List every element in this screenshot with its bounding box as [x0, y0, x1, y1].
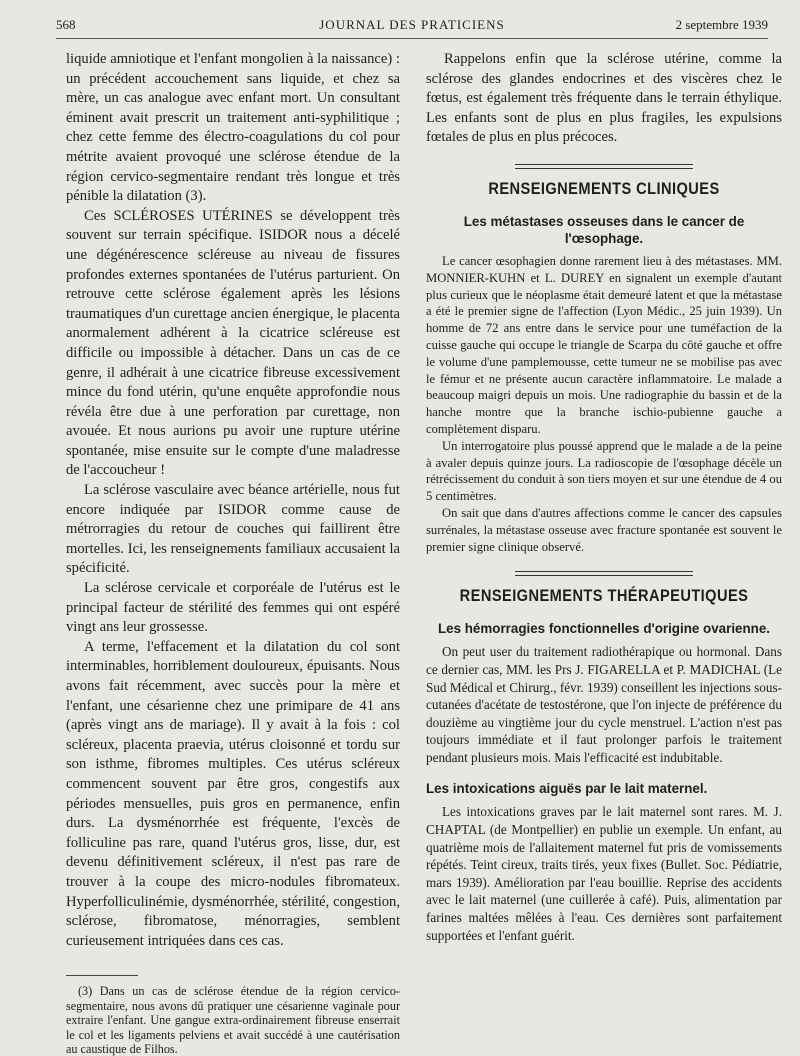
body-paragraph: Ces SCLÉROSES UTÉRINES se développent très souvent sur terrain spécifique. ISIDOR nous a décelé une dégénérescence scléreuse au niveau de fissures profondes externes spontanées de l'utérus parturient. On retrouve cette sclérose également après les lésions traumatiques d'un curettage ancien énergique, le placenta anormalement adhérent à la cicatrice scléreuse est difficile ou impossible à détacher. Dans un cas de ce genre, il adhérait à une cicatrice fibreuse excessivement mince du fond utérin, qu'une enquête approfondie nous révéla être due à une perforation par curettage, non avouée. Et nous aurions pu avoir une rupture utérine spontanée, mise ensuite sur le compte d'une maladresse de l'accoucheur !: [66, 207, 400, 479]
right-column: [426, 50, 782, 944]
body-paragraph: On peut user du traitement radiothérapique ou hormonal. Dans ce dernier cas, MM. les Prs J. FIGARELLA et P. MADICHAL (Le Sud Médical et Chirurg., févr. 1939) conseillent les injections sous-cutanées d'acétate de testostérone, que l'on injecte de préférence du douzième au vingtième jour du cycle menstruel. L'action n'est pas toujours immédiate et il faut prolonger parfois le traitement pendant plusieurs mois. Mais l'efficacité est indubitable.: [426, 644, 782, 765]
body-paragraph: La sclérose vasculaire avec béance artérielle, nous fut encore indiquée par ISIDOR comme cause de métrorragies du retour de couches qui faillirent être mortelles. Ici, les renseignements familiaux accusaient la spécificité.: [66, 482, 400, 577]
body-paragraph: On sait que dans d'autres affections comme le cancer des capsules surrénales, la métastase osseuse avec fracture spontanée est souvent le premier signe clinique observé.: [426, 505, 782, 554]
section-title-therapeutic: RENSEIGNEMENTS THÉRAPEUTIQUES: [459, 586, 749, 606]
body-paragraph: A terme, l'effacement et la dilatation du col sont interminables, horriblement douloureux, épuisants. Nous avons fait récemment, avec succès pour la mère et l'enfant, une césarienne chez une primipare de 41 ans (après vingt ans de mariage). Il y avait à la fois : col scléreux, placenta praevia, utérus cloisonné et tordu sur son isthme, fibromes multiples. Ces utérus scléreux commencent souvent par être gros, congestifs aux périodes mensuelles, puis gros en permanence, enfin durs. La dysménorrhée est fréquente, l'excès de folliculine pas rare, quand l'utérus gros, lisse, dur, est devenu définitivement scléreux, il n'est pas rare de trouver à la coupe des micro-nodules fibromateux. Hyperfolliculinémie, dysménorrhée, stérilité, congestion, sclérose, fibromatose, ménorragies, semblent curieusement intriquées dans ces cas.: [66, 638, 400, 949]
body-paragraph: liquide amniotique et l'enfant mongolien à la naissance) : un précédent accouchement sans liquide, et chez sa mère, un cas analogue avec enfant mort. Un consultant éminent avait prescrit un traitement anti-syphilitique ; chez cette femme des électro-coagulations du col pour métrite avaient provoqué une sclérose étendue de la région cervico-segmentaire rendant très longue et très pénible la dilatation (3).: [66, 51, 400, 205]
body-paragraph: Le cancer œsophagien donne rarement lieu à des métastases. MM. MONNIER-KUHN et L. DUREY en signalent un exemple d'autant plus curieux que le néoplasme était demeuré latent et que la métastase a été le premier signe de l'affection (Lyon Médic., 25 juin 1939). Un homme de 72 ans entre dans le service pour une tuméfaction de la cuisse gauche qui occupe le triangle de Scarpa du côté gauche et offre le volume d'une pamplemousse, cette tumeur ne se mobilise pas avec le fémur et ne présente aucun caractère inflammatoire. Le malade a beaucoup maigri depuis un mois. Une radiographie du bassin et de la hanche montre que la branche ischio-pubienne gauche a complètement disparu.: [426, 253, 782, 436]
body-paragraph: La sclérose cervicale et corporéale de l'utérus est le principal facteur de stérilité des femmes qui ont espéré vingt ans leur grossesse.: [66, 580, 400, 636]
page-number: 568: [56, 17, 76, 32]
footnote: (3) Dans un cas de sclérose étendue de la région cervico-segmentaire, nous avons dû pratiquer une césarienne vaginale pour extraire l'enfant. Une gangue extra-ordinairement fibreuse enserrait le col et les ligaments pelviens et avait succédé à une cautérisation au caustique de Filhos.: [66, 984, 400, 1056]
left-column: [66, 50, 400, 1056]
body-paragraph: Un interrogatoire plus poussé apprend que le malade a de la peine à avaler depuis quinze jours. La radioscopie de l'œsophage décèle un rétrécissement du conduit à son tiers moyen et sur une étendue de 4 ou 5 centimètres.: [426, 438, 782, 504]
issue-date: 2 septembre 1939: [675, 17, 768, 32]
section-divider: [515, 164, 693, 169]
subheading-metastases: Les métastases osseuses dans le cancer de l'œsophage.: [463, 213, 745, 246]
intro-paragraph: Rappelons enfin que la sclérose utérine, comme la sclérose des glandes endocrines et des viscères chez le fœtus, est également très fréquente dans le terrain éthylique. Les enfants sont de plus en plus fragiles, les expulsions fœtales de plus en plus précoces.: [426, 51, 782, 146]
section-title-clinical: RENSEIGNEMENTS CLINIQUES: [488, 178, 720, 198]
section-divider: [515, 571, 693, 576]
subheading-intoxications: Les intoxications aiguës par le lait maternel.: [426, 781, 708, 797]
footnote-divider: [66, 975, 138, 976]
page-header: [56, 12, 768, 39]
subheading-hemorrhages: Les hémorragies fonctionnelles d'origine ovarienne.: [437, 621, 771, 637]
journal-title: JOURNAL DES PRATICIENS: [319, 17, 505, 32]
body-paragraph: Les intoxications graves par le lait maternel sont rares. M. J. CHAPTAL (de Montpellier) en publie un exemple. Un enfant, au quatrième mois de l'allaitement maternel fut pris de vomissements répétés. Teint cireux, traits tirés, yeux fixes (Bullet. Soc. Pédiatrie, mars 1939). Amélioration par l'eau bouillie. Reprise des accidents avec le lait maternel (une cuillerée à café). Puis, alimentation par farines maltées mêlées à l'eau. Ces dernières sont parfaitement supportées et l'enfant guérit.: [426, 804, 782, 943]
